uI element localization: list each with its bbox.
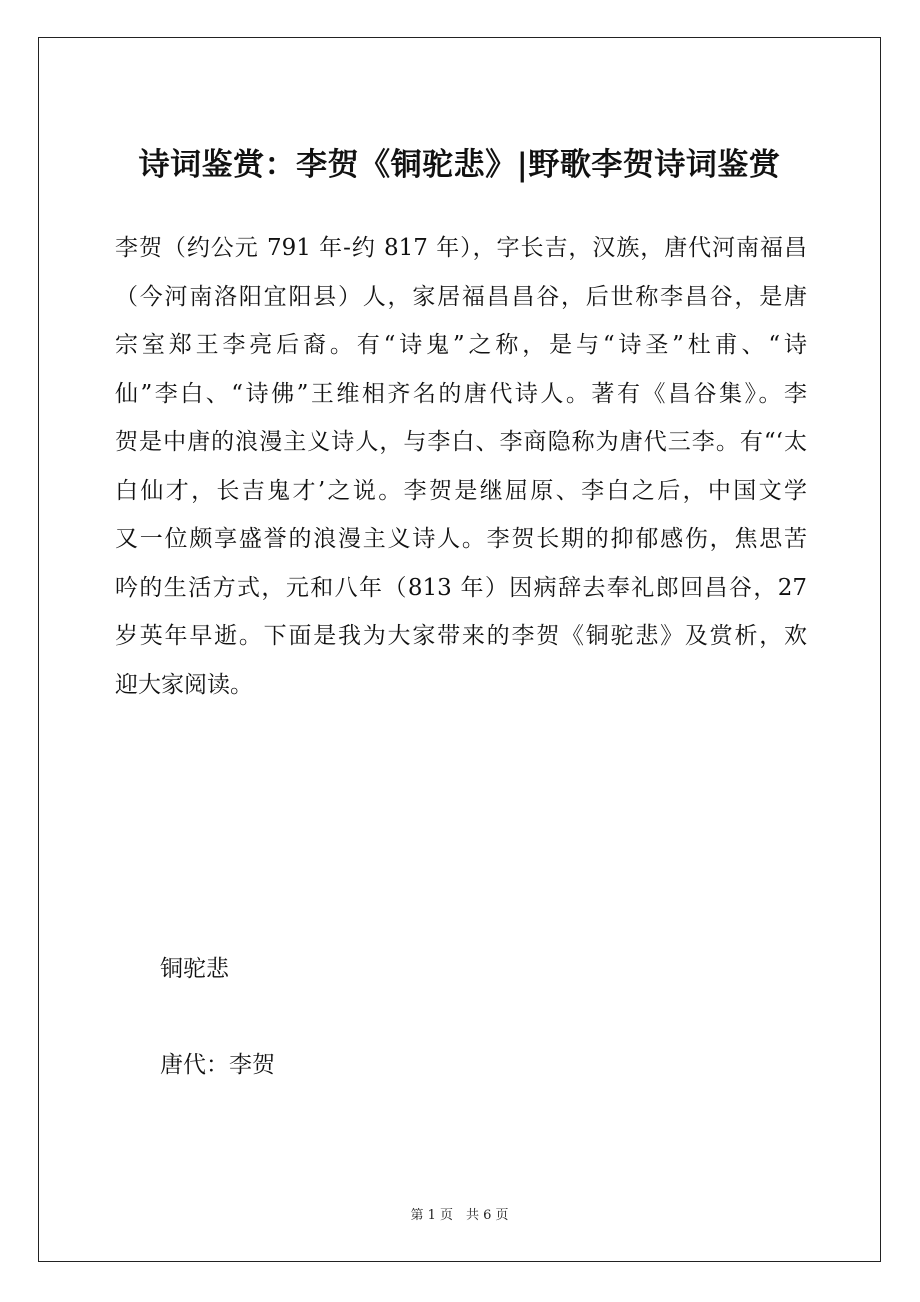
intro-line: （今河南洛阳宜阳县）人，家居福昌昌谷，后世称李昌谷，是唐 [115, 283, 807, 310]
document-title: 诗词鉴赏：李贺《铜驼悲》|野歌李贺诗词鉴赏 [138, 147, 781, 183]
intro-line: 贺是中唐的浪漫主义诗人，与李白、李商隐称为唐代三李。有“‘太 [115, 429, 807, 455]
page-number-footer: 第 1 页 共 6 页 [410, 1208, 509, 1223]
poem-author: 唐代：李贺 [160, 1052, 275, 1078]
intro-line: 又一位颇享盛誉的浪漫主义诗人。李贺长期的抑郁感伤，焦思苦 [115, 526, 807, 552]
intro-line: 迎大家阅读。 [115, 671, 253, 698]
intro-paragraph [115, 224, 807, 709]
poem-title: 铜驼悲 [160, 956, 229, 982]
intro-line: 仙”李白、“诗佛”王维相齐名的唐代诗人。著有《昌谷集》。李 [115, 380, 807, 407]
intro-line: 岁英年早逝。下面是我为大家带来的李贺《铜驼悲》及赏析，欢 [115, 623, 807, 649]
intro-line: 宗室郑王李亮后裔。有“诗鬼”之称，是与“诗圣”杜甫、“诗 [115, 332, 807, 358]
intro-line: 白仙才，长吉鬼才’之说。李贺是继屈原、李白之后，中国文学 [115, 477, 807, 504]
intro-line: 吟的生活方式，元和八年（813 年）因病辞去奉礼郎回昌谷，27 [115, 574, 807, 601]
intro-line: 李贺（约公元 791 年-约 817 年），字长吉，汉族，唐代河南福昌 [115, 235, 807, 261]
